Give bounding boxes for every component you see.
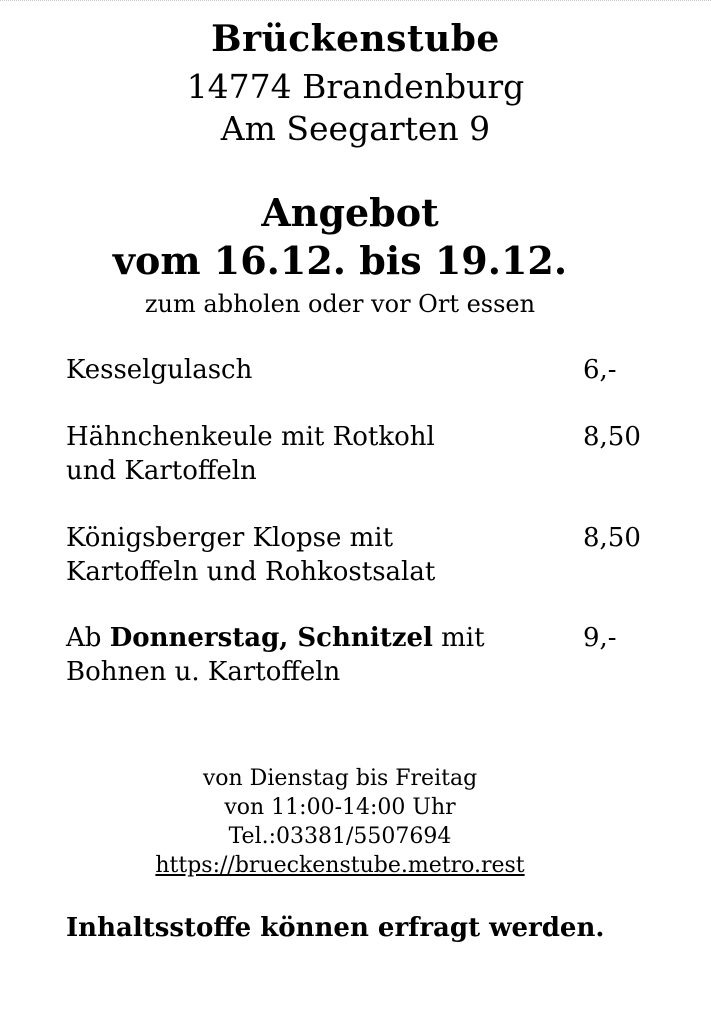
menu-item-prefix: Ab bbox=[66, 623, 110, 653]
menu-item-description: Bohnen u. Kartoffeln bbox=[66, 657, 341, 687]
menu-item-name: Hähnchenkeule mit Rotkohl bbox=[66, 422, 435, 452]
phone-number: Tel.:03381/5507694 bbox=[228, 824, 452, 849]
allergen-note: Inhaltsstoffe können erfragt werden. bbox=[66, 913, 605, 943]
menu-item-name: Königsberger Klopse mit bbox=[66, 523, 394, 553]
menu-item-name: Kesselgulasch bbox=[66, 355, 253, 385]
opening-hours: von 11:00-14:00 Uhr bbox=[224, 795, 456, 820]
menu-item bbox=[66, 353, 656, 387]
website-link[interactable]: https://brueckenstube.metro.rest bbox=[155, 853, 525, 878]
offer-subtitle: zum abholen oder vor Ort essen bbox=[144, 290, 536, 318]
menu-item-name bbox=[66, 621, 566, 655]
menu-item-bold: Donnerstag, Schnitzel bbox=[109, 623, 433, 653]
top-dotted-border bbox=[0, 0, 711, 1]
restaurant-street: Am Seegarten 9 bbox=[220, 109, 491, 148]
offer-title: Angebot bbox=[261, 190, 439, 235]
menu-item-suffix: mit bbox=[432, 623, 485, 653]
menu-item-price: 9,- bbox=[583, 623, 617, 653]
opening-days: von Dienstag bis Freitag bbox=[202, 766, 478, 791]
menu-item bbox=[66, 420, 656, 488]
menu-item-description: und Kartoffeln bbox=[66, 456, 257, 486]
restaurant-city: 14774 Brandenburg bbox=[186, 67, 525, 106]
menu-item bbox=[66, 521, 656, 589]
website-row bbox=[0, 851, 680, 880]
menu-item-price: 8,50 bbox=[583, 523, 641, 553]
menu-item-price: 6,- bbox=[583, 355, 617, 385]
offer-dates: vom 16.12. bis 19.12. bbox=[112, 238, 568, 283]
restaurant-name: Brückenstube bbox=[211, 18, 500, 60]
menu-item bbox=[66, 621, 656, 689]
menu-item-description: Kartoffeln und Rohkostsalat bbox=[66, 557, 436, 587]
menu-item-price: 8,50 bbox=[583, 422, 641, 452]
